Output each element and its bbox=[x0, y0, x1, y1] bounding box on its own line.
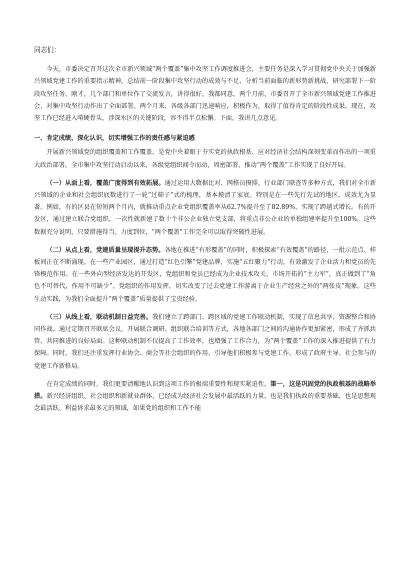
point-one-paragraph bbox=[34, 178, 376, 239]
point-two-lead: （二）从点上看，党建质量呈现提升态势。 bbox=[46, 246, 165, 254]
point-one-text: 通过运用大数据比对、网格员摸排、行业部门联查等多种方式，我们对全市新兴领域的企业和社会组织底数进行了一轮“过筛子”式的梳理，基本摸清了家底。特别是在一些先行先试的地区，成效尤为显著。例如，有的区县在短短两个月内，就推动重点企业党组织覆盖率从62.7%提升至了82.89%，实现了跨越式增长。有的开发区，通过建立联合党组织，一次性就新建了数十个非公企业独立党支部，将重点非公企业的单独组建率提升至100%。这些数据充分说明，只要措施得当、力度到位，“两个覆盖”工作完全可以取得突破性进展。 bbox=[34, 179, 377, 236]
closing-paragraph bbox=[34, 379, 376, 416]
point-two-text: 各地在推进“有形覆盖”的同时，积极探索“有效覆盖”的路径，一批示范点、样板间正在不断涌现。在一些产业园区，通过打造“红色引擎”党建品牌，实施“五红聚力”行动，有效激发了企业活力和党员的先锋模范作用。在一些外向型经济发达的开发区，党组织和党员已经成为企业技术攻关、市场开拓的“主力军”，真正做到了“角色不可替代，作用不可缺少”。党组织的作用发挥，切实改变了过去党建工作游离于企业生产经营之外的“两张皮”现象。这些生动实践，为我们全面提升“两个覆盖”质量提供了宝贵经验。 bbox=[34, 246, 377, 303]
closing-text-b: 新兴经济组织、社会组织和新就业群体，已经成为经济社会发展中最活跃的力量，也是我们执政的重要基础，也是思想观念最活跃、利益诉求最多元的领域，如果党的组织和工作不能 bbox=[34, 393, 376, 413]
intro-paragraph: 今天，市委决定召开这次全市新兴领域“两个覆盖”集中攻坚工作调度推进会，主要任务是深入学习贯彻党中央关于加强新兴领域党建工作的重要指示精神，总结前一阶段集中攻坚行动的成效与不足，分析当前面临的新形势新挑战，研究部署下一阶段攻坚任务。刚才，几个部门和单位作了交流发言，讲得很好，我都同意。两个月前，市委召开了全市新兴领域党建工作推进会，对集中攻坚行动作出了全面部署。两个月来，各级各部门迅速响应，积极作为，取得了值得肯定的阶段性成果。现在，攻坚工作已经进入啃硬骨头、涉深水区的关键阶段，容不得半点松懈。下面，我讲几点意见。 bbox=[34, 66, 376, 123]
point-three-paragraph bbox=[34, 312, 376, 373]
point-three-text: 我们建立了跨部门、跨区域的党建工作联动机制，实现了信息共享、资源整合和协同作战。通过定期召开联席会议，开展联合调研、组织联合培训等方式，各地各部门之间的沟通协作更加紧密，形成了齐抓共管、共同推进的良好局面。这种联动机制不仅提高了工作效率，也增强了工作合力，为“两个覆盖”工作的深入推进提供了有力保障。同时，我们还注重发挥行业协会、商会等社会组织的作用，引导他们积极参与党建工作，形成了政府主导、社会参与的党建工作新格局。 bbox=[34, 313, 376, 370]
point-two-paragraph bbox=[34, 245, 376, 306]
point-one-lead: （一）从面上看，覆盖广度得到有效拓展。 bbox=[46, 179, 165, 187]
closing-text-a: 在肯定成绩的同时，我们更要清醒地认识到这项工作的极端重要性和现实紧迫性。 bbox=[46, 380, 271, 388]
closing-lead: 第一，这是巩固党的执政根基的战略举措。 bbox=[34, 380, 376, 401]
point-three-lead: （三）从线上看，联动机制日益完善。 bbox=[46, 313, 153, 321]
section-heading-1: 一、肯定成绩，深化认识，切实增强工作的责任感与紧迫感 bbox=[34, 135, 195, 143]
body-paragraph-1: 开展新兴领域党的组织覆盖和工作覆盖，是党中央着眼于夯实党的执政根基、应对经济社会结构深刻变革而作出的一项重大政治部署。全市集中攻坚行动启动以来，各级党组织闻令而动，周密部署，推动“两个覆盖”工作实现了良好开局。 bbox=[34, 149, 376, 169]
salutation: 同志们： bbox=[34, 46, 61, 54]
